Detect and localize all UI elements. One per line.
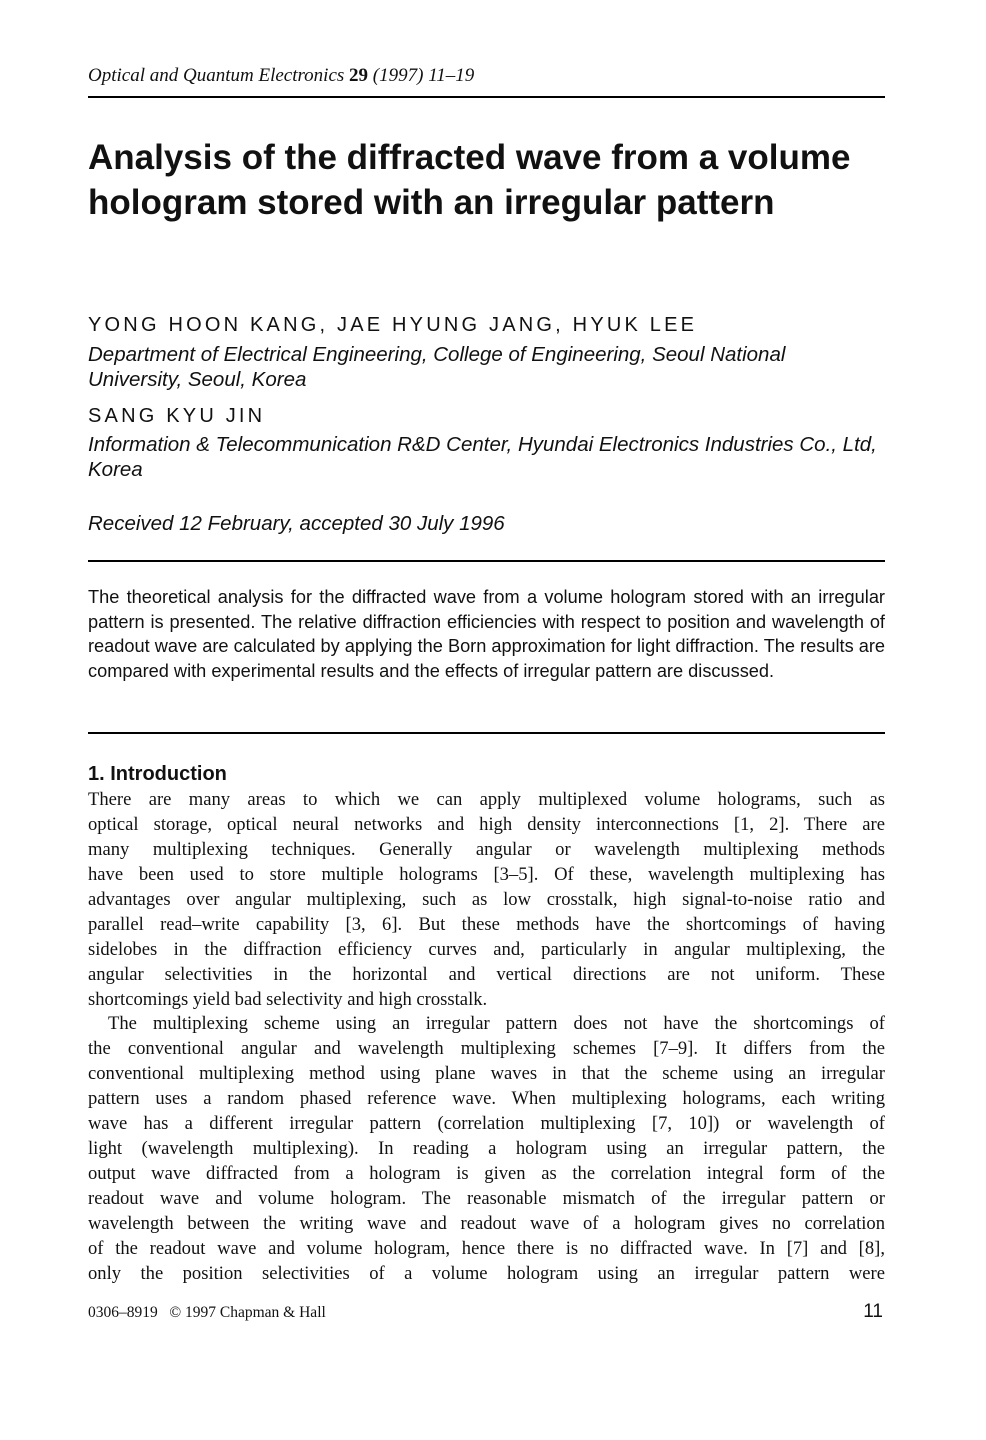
journal-name: Optical and Quantum Electronics bbox=[88, 65, 345, 86]
body-line: pattern uses a random phased reference wave. When multiplexing holograms, each writing bbox=[88, 1088, 885, 1110]
body-line: many multiplexing techniques. Generally angular or wavelength multiplexing methods bbox=[88, 838, 885, 860]
body-line: wavelength between the writing wave and readout wave of a hologram gives no correlation bbox=[88, 1212, 885, 1234]
body-line: conventional multiplexing method using plane waves in that the scheme using an irregular bbox=[88, 1063, 885, 1085]
section-heading: 1. Introduction bbox=[88, 763, 227, 785]
body-line: have been used to store multiple holograms [3–5]. Of these, wavelength multiplexing has bbox=[88, 863, 885, 885]
abstract-top-rule bbox=[88, 560, 885, 562]
body-line: advantages over angular multiplexing, such as low crosstalk, high signal-to-noise ratio and bbox=[88, 888, 885, 910]
authors-group-2: SANG KYU JIN bbox=[88, 405, 266, 427]
body-line: angular selectivities in the horizontal and vertical directions are not uniform. These bbox=[88, 963, 885, 985]
copyright-text: 1997 Chapman & Hall bbox=[185, 1304, 326, 1321]
header-rule bbox=[88, 96, 885, 98]
affiliation-2: Information & Telecommunication R&D Center, Hyundai Electronics Industries Co., Ltd, Korea bbox=[88, 433, 877, 481]
body-line: only the position selectivities of a volume hologram using an irregular pattern were bbox=[88, 1262, 885, 1284]
body-line: parallel read–write capability [3, 6]. But these methods have the shortcomings of having bbox=[88, 913, 885, 935]
body-line: the conventional angular and wavelength multiplexing schemes [7–9]. It differs from the bbox=[88, 1038, 885, 1060]
journal-pages: (1997) 11–19 bbox=[372, 65, 475, 86]
body-line: The multiplexing scheme using an irregular pattern does not have the shortcomings of bbox=[108, 1013, 885, 1035]
affiliation-1: Department of Electrical Engineering, College of Engineering, Seoul National University, Seoul, Korea bbox=[88, 343, 786, 391]
body-line: shortcomings yield bad selectivity and high crosstalk. bbox=[88, 988, 488, 1010]
body-line: optical storage, optical neural networks and high density interconnections [1, 2]. There are bbox=[88, 813, 885, 835]
abstract-bottom-rule bbox=[88, 732, 885, 734]
body-line: There are many areas to which we can apply multiplexed volume holograms, such as bbox=[88, 789, 885, 810]
body-line: wave has a different irregular pattern (correlation multiplexing [7, 10]) or wavelength of bbox=[88, 1113, 885, 1135]
received-date: Received 12 February, accepted 30 July 1996 bbox=[88, 512, 505, 535]
footer-copyright bbox=[88, 1303, 326, 1323]
issn-code: 0306–8919 bbox=[88, 1304, 158, 1321]
page-number: 11 bbox=[863, 1301, 883, 1322]
body-line: output wave diffracted from a hologram is given as the correlation integral form of the bbox=[88, 1163, 885, 1185]
paper-title: Analysis of the diffracted wave from a volume hologram stored with an irregular pattern bbox=[88, 138, 851, 222]
body-line: readout wave and volume hologram. The reasonable mismatch of the irregular pattern or bbox=[88, 1188, 885, 1209]
body-line: light (wavelength multiplexing). In reading a hologram using an irregular pattern, the bbox=[88, 1138, 885, 1160]
body-line: of the readout wave and volume hologram, hence there is no diffracted wave. In [7] and [8], bbox=[88, 1237, 885, 1259]
abstract: The theoretical analysis for the diffracted wave from a volume hologram stored with an irregular pattern is presented. The relative diffraction efficiencies with respect to position and wavelength of readout wave are calculated by applying the Born approximation for light diffraction. The results are compared with experimental results and the effects of irregular pattern are discussed. bbox=[88, 587, 885, 681]
authors-group-1: YONG HOON KANG, JAE HYUNG JANG, HYUK LEE bbox=[88, 314, 698, 336]
introduction-body bbox=[88, 788, 885, 1287]
copyright-icon: © bbox=[169, 1304, 182, 1321]
body-line: sidelobes in the diffraction efficiency curves and, particularly in angular multiplexing, the bbox=[88, 938, 885, 960]
journal-volume: 29 bbox=[349, 65, 369, 86]
running-head bbox=[88, 64, 474, 88]
